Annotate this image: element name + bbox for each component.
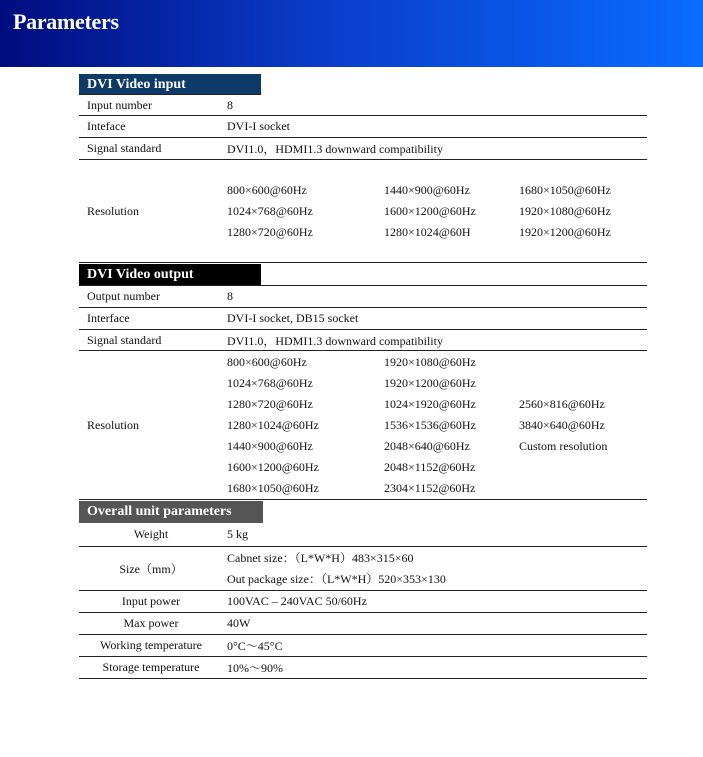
section-header: Overall unit parameters [79,501,263,523]
row-label: Interface [87,311,130,325]
section-header: DVI Video output [79,264,261,285]
row-label: Input power [121,594,181,608]
row-label: Weight [133,527,169,541]
table-row [79,160,647,263]
row-label: Resolution [87,203,140,218]
table-row [79,330,647,351]
table-row [79,116,647,138]
resolution-value: 1280×1024@60Hz [227,418,319,432]
row-value: DVI1.0，HDMI1.3 downward compatibility [227,142,443,156]
resolution-value: 1680×1050@60Hz [227,481,319,495]
row-label: Storage temperature [102,660,200,674]
package-size: Out package size：（L*W*H）520×353×130 [227,571,446,586]
dvi-input-section [79,74,647,263]
resolution-value [519,373,639,394]
resolution-value: 1920×1080@60Hz [519,204,611,218]
cabinet-size: Cabnet size：（L*W*H）483×315×60 [227,550,414,565]
row-value: 0°C～45°C [227,639,283,653]
row-value: 10%～90% [227,661,283,675]
resolution-value: 2048×640@60Hz [384,439,470,453]
resolution-value: 1680×1050@60Hz [519,183,611,197]
row-value: 5 kg [227,527,248,541]
row-value: DVI1.0，HDMI1.3 downward compatibility [227,333,443,348]
table-row [79,308,647,330]
resolution-value: 1920×1200@60Hz [384,376,476,390]
row-value: DVI-I socket, DB15 socket [227,311,359,325]
resolution-value: 1536×1536@60Hz [384,418,476,432]
row-value: 100VAC – 240VAC 50/60Hz [227,594,367,608]
table-row [79,351,647,500]
resolution-value: 2048×1152@60Hz [384,460,476,474]
resolution-value [519,352,639,373]
row-label: Input number [87,97,152,112]
section-header: DVI Video input [79,74,261,95]
resolution-value: 1920×1200@60Hz [519,225,611,239]
resolution-value: 1024×768@60Hz [227,376,313,390]
row-label: Resolution [87,417,140,432]
row-label: Inteface [87,119,126,133]
table-row [79,591,647,613]
row-value: 40W [227,616,251,630]
resolution-value [519,457,639,478]
row-value: 8 [227,97,233,112]
resolution-value: Custom resolution [519,439,608,453]
resolution-value [519,478,639,499]
resolution-value: 1024×1920@60Hz [384,397,476,411]
table-row [79,95,647,116]
table-row [79,635,647,657]
resolution-value: 1280×720@60Hz [227,397,313,411]
overall-section [79,501,647,679]
resolution-value: 1440×900@60Hz [227,439,313,453]
table-row [79,286,647,308]
resolution-value: 2304×1152@60Hz [384,481,476,495]
resolution-value: 1024×768@60Hz [227,204,313,218]
row-label: Signal standard [87,332,162,347]
table-row [79,547,647,591]
table-row [79,523,647,547]
resolution-value: 1600×1200@60Hz [384,204,476,218]
table-row [79,138,647,160]
resolution-value: 2560×816@60Hz [519,397,605,411]
resolution-value: 1280×720@60Hz [227,225,313,239]
resolution-value: 800×600@60Hz [227,355,307,369]
resolution-value: 1600×1200@60Hz [227,460,319,474]
row-value: 8 [227,289,233,303]
page-header [0,0,703,67]
row-label: Signal standard [87,141,162,155]
row-label: Max power [123,616,179,630]
dvi-output-section [79,264,647,500]
page-title: Parameters [13,9,119,34]
table-row [79,657,647,679]
resolution-value: 1440×900@60Hz [384,183,470,197]
resolution-value: 1920×1080@60Hz [384,355,476,369]
row-label: Size（mm） [119,562,183,576]
row-label: Working temperature [100,638,202,652]
row-value: DVI-I socket [227,119,290,133]
resolution-value: 1280×1024@60H [384,225,471,239]
row-label: Output number [87,289,160,303]
table-row [79,613,647,635]
resolution-value: 800×600@60Hz [227,183,307,197]
resolution-value: 3840×640@60Hz [519,418,605,432]
